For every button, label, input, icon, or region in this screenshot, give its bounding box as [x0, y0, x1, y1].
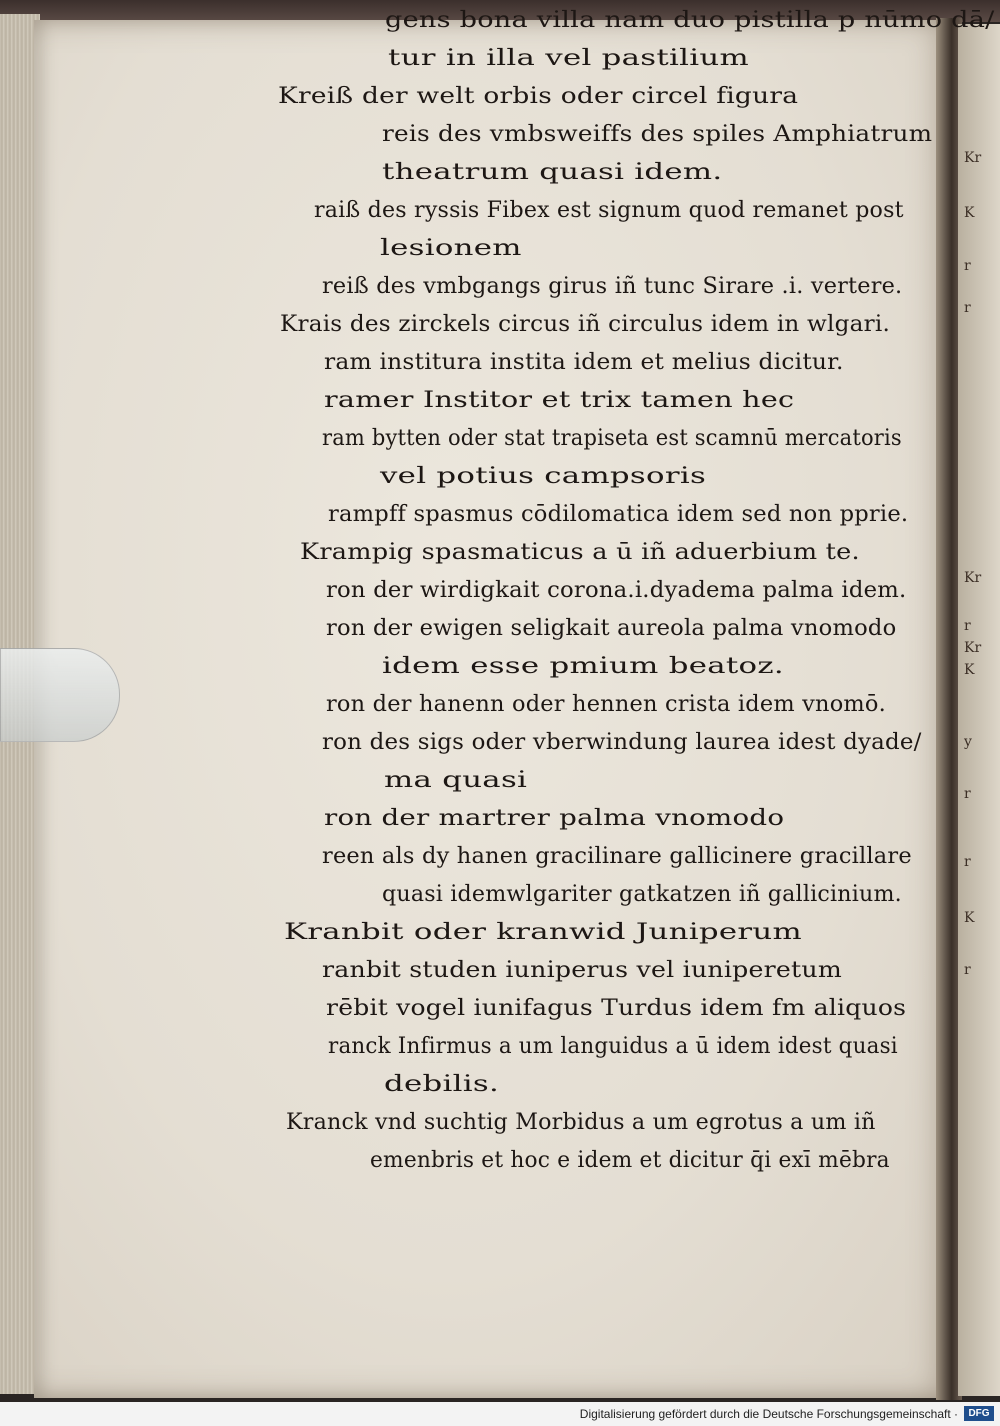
text-line: Krais des zirckels circus iñ circulus idem in wlgari.	[280, 312, 891, 337]
text-line: emenbris et hoc e idem et dicitur q̄i exī mēbra	[370, 1148, 890, 1173]
margin-letter: r	[964, 618, 971, 634]
facing-page-edge	[958, 24, 1000, 1396]
text-line: Kreiß der welt orbis oder circel figura	[278, 84, 799, 109]
margin-letter: Kr	[964, 150, 982, 166]
footer-bar	[0, 1402, 1000, 1426]
text-line: reis des vmbsweiffs des spiles Amphiatrum	[382, 122, 933, 147]
margin-letter: r	[964, 962, 971, 978]
margin-letter: r	[964, 854, 971, 870]
text-line: gens bona villa nam duo pistilla p nūmo dā/	[385, 8, 995, 33]
text-line: quasi idemwlgariter gatkatzen iñ gallicinium.	[382, 882, 902, 907]
text-line: theatrum quasi idem.	[382, 160, 723, 185]
text-line: rampff spasmus cōdilomatica idem sed non pprie.	[328, 502, 909, 527]
margin-letter: Kr	[964, 640, 982, 656]
text-line: idem esse pmium beatoz.	[382, 654, 784, 679]
margin-letter: K	[964, 205, 975, 221]
text-line: Kranbit oder kranwid Juniperum	[284, 920, 802, 945]
facing-page-letters	[958, 24, 1000, 1396]
text-line: raiß des ryssis Fibex est signum quod remanet post	[314, 198, 904, 223]
margin-letter: r	[964, 258, 971, 274]
margin-letter: r	[964, 300, 971, 316]
text-line: Kranck vnd suchtig Morbidus a um egrotus a um iñ	[286, 1110, 876, 1135]
text-line: ron der martrer palma vnomodo	[324, 806, 785, 831]
footer-credit: Digitalisierung gefördert durch die Deutsche Forschungsgemeinschaft ·	[579, 1407, 958, 1421]
text-line: Krampig spasmaticus a ū iñ aduerbium te.	[300, 540, 860, 565]
text-line: ma quasi	[384, 768, 528, 793]
text-line: ron der wirdigkait corona.i.dyadema palma idem.	[326, 578, 907, 603]
text-line: vel potius campsoris	[380, 464, 707, 489]
margin-letter: r	[964, 786, 971, 802]
text-line: ron der ewigen seligkait aureola palma vnomodo	[326, 616, 897, 641]
text-line: reiß des vmbgangs girus iñ tunc Sirare .i. vertere.	[322, 274, 903, 299]
margin-letter: K	[964, 662, 975, 678]
text-line: ranbit studen iuniperus vel iuniperetum	[322, 958, 842, 983]
text-line: ranck Infirmus a um languidus a ū idem idest quasi	[328, 1034, 898, 1059]
page-clip	[0, 648, 120, 742]
text-line: rēbit vogel iunifagus Turdus idem fm aliquos	[326, 996, 907, 1021]
text-line: reen als dy hanen gracilinare gallicinere gracillare	[322, 844, 912, 869]
margin-letter: K	[964, 910, 975, 926]
text-line: ron der hanenn oder hennen crista idem vnomō.	[326, 692, 886, 717]
page-text	[270, 8, 995, 1173]
margin-letter: Kr	[964, 570, 982, 586]
text-line: ram institura instita idem et melius dicitur.	[324, 350, 844, 375]
text-line: ram bytten oder stat trapiseta est scamnū mercatoris	[322, 426, 902, 451]
text-line: lesionem	[380, 236, 522, 261]
text-line: ron des sigs oder vberwindung laurea idest dyade/	[322, 730, 922, 755]
text-line: debilis.	[384, 1072, 500, 1097]
dfg-logo: DFG	[964, 1406, 994, 1421]
margin-letter: y	[964, 734, 972, 750]
text-line: ramer Institor et trix tamen hec	[324, 388, 795, 413]
text-line: tur in illa vel pastilium	[388, 46, 750, 71]
